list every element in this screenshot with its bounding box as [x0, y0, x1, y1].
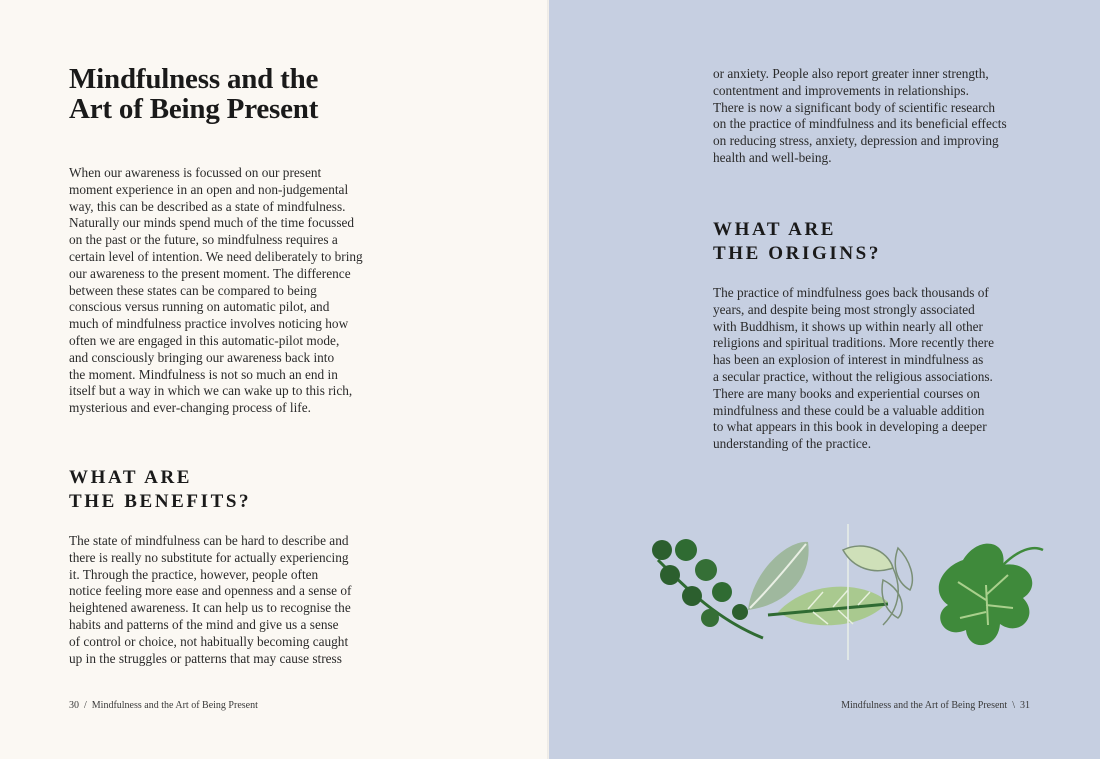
- text-line: contentment and improvements in relationships.: [713, 82, 969, 98]
- text-line: conscious versus running on automatic pilot, and: [69, 299, 330, 315]
- text-line: moment experience in an open and non-judgemental: [69, 181, 349, 197]
- text-line: has been an explosion of interest in mindfulness as: [713, 352, 984, 368]
- footer-left: [69, 700, 258, 711]
- text-line: religions and spiritual traditions. More recently there: [713, 335, 995, 351]
- text-line: between these states can be compared to being: [69, 282, 317, 298]
- text-line: it. Through the practice, however, people often: [69, 566, 319, 582]
- text-line: on the practice of mindfulness and its beneficial effects: [713, 116, 1007, 132]
- footer-separator: /: [84, 700, 87, 711]
- title-line: Art of Being Present: [69, 93, 319, 125]
- text-line: itself but a way in which we can wake up to this rich,: [69, 383, 353, 399]
- origins-heading: [713, 218, 881, 266]
- text-line: on the past or the future, so mindfulness requires a: [69, 232, 338, 248]
- text-line: certain level of intention. We need deliberately to bring: [69, 248, 363, 264]
- text-line: to what appears in this book in developing a deeper: [713, 419, 987, 435]
- heading-line: THE BENEFITS?: [69, 491, 252, 512]
- text-line: the moment. Mindfulness is not so much an end in: [69, 366, 338, 382]
- heading-line: WHAT ARE: [713, 219, 837, 240]
- origins-paragraph: [713, 285, 994, 453]
- page-number: 30: [69, 700, 79, 711]
- text-line: on reducing stress, anxiety, depression and improving: [713, 133, 999, 149]
- fig-leaf-icon: [939, 544, 1043, 646]
- continuation-paragraph: [713, 66, 1007, 167]
- text-line: mysterious and ever-changing process of life.: [69, 400, 311, 416]
- leaves-illustration: [648, 520, 1048, 670]
- text-line: The state of mindfulness can be hard to describe and: [69, 533, 349, 548]
- text-line: There are many books and experiential courses on: [713, 385, 980, 401]
- text-line: up in the struggles or patterns that may cause stress: [69, 650, 342, 666]
- text-line: When our awareness is focussed on our present: [69, 165, 322, 180]
- benefits-paragraph: [69, 533, 351, 667]
- heading-line: WHAT ARE: [69, 467, 193, 488]
- text-line: mindfulness and these could be a valuable addition: [713, 402, 985, 418]
- text-line: much of mindfulness practice involves noticing how: [69, 316, 349, 332]
- benefits-heading: [69, 466, 251, 514]
- text-line: years, and despite being most strongly associated: [713, 301, 975, 317]
- text-line: or anxiety. People also report greater inner strength,: [713, 66, 989, 81]
- footer-right: [841, 700, 1030, 711]
- text-line: with Buddhism, it shows up within nearly all other: [713, 318, 983, 334]
- round-leaf-branch-icon: [652, 539, 763, 638]
- text-line: way, this can be described as a state of mindfulness.: [69, 198, 346, 214]
- intro-paragraph: [69, 165, 363, 417]
- running-title: Mindfulness and the Art of Being Present: [91, 700, 258, 711]
- text-line: there is really no substitute for actually experiencing: [69, 549, 349, 565]
- page-title: [69, 64, 318, 124]
- text-line: a secular practice, without the religious associations.: [713, 368, 993, 384]
- text-line: notice feeling more ease and openness and a sense of: [69, 583, 352, 599]
- text-line: our awareness to the present moment. The difference: [69, 265, 351, 281]
- left-page: [0, 0, 549, 759]
- text-line: often we are engaged in this automatic-pilot mode,: [69, 332, 340, 348]
- text-line: heightened awareness. It can help us to recognise the: [69, 600, 351, 616]
- title-line: Mindfulness and the: [69, 63, 319, 95]
- text-line: of control or choice, not habitually becoming caught: [69, 633, 349, 649]
- text-line: habits and patterns of the mind and give us a sense: [69, 616, 339, 632]
- text-line: and consciously bringing our awareness back into: [69, 349, 335, 365]
- page-number: 31: [1020, 700, 1030, 711]
- heading-line: THE ORIGINS?: [713, 243, 881, 264]
- text-line: The practice of mindfulness goes back thousands of: [713, 285, 989, 300]
- text-line: There is now a significant body of scientific research: [713, 99, 996, 115]
- text-line: Naturally our minds spend much of the time focussed: [69, 215, 355, 231]
- text-line: health and well-being.: [713, 149, 832, 165]
- footer-separator: \: [1012, 700, 1015, 711]
- text-line: understanding of the practice.: [713, 436, 872, 452]
- running-title: Mindfulness and the Art of Being Present: [841, 700, 1008, 711]
